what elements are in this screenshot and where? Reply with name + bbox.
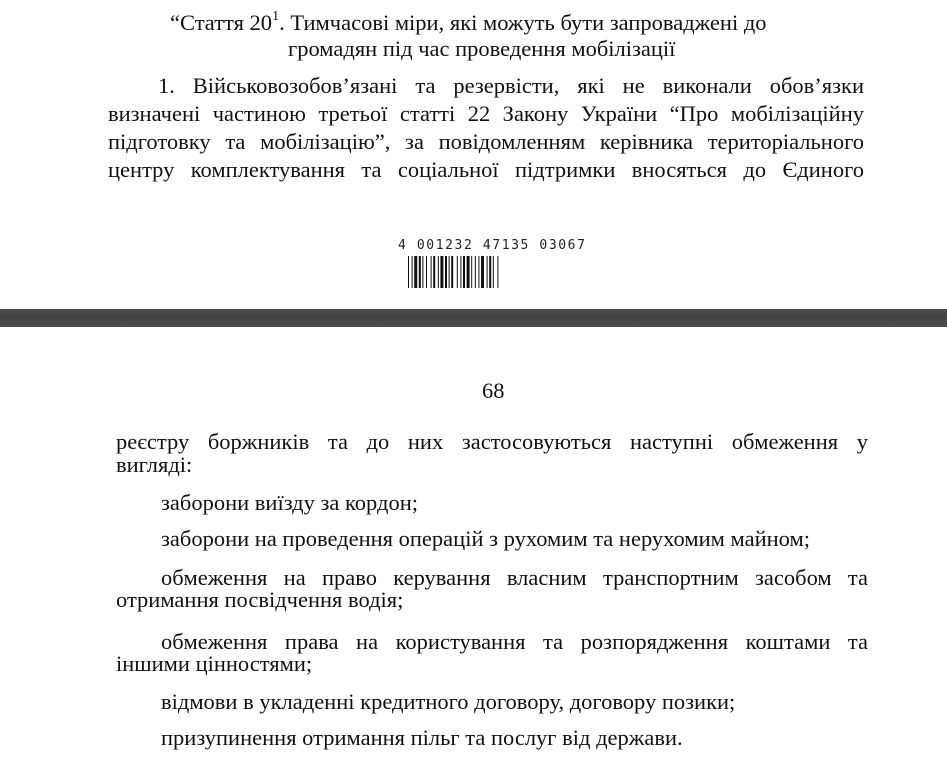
- barcode-number: 4 001232 47135 03067: [398, 238, 587, 253]
- paragraph-line: центру комплектування та соціальної підтримки вносяться до Єдиного: [108, 157, 864, 182]
- document-page-bottom: [0, 327, 947, 759]
- restriction-item-benefits: призупинення отримання пільг та послуг від держави.: [161, 725, 683, 750]
- article-heading-rest: . Тимчасові міри, які можуть бути запроваджені до: [279, 10, 767, 35]
- paragraph-line: підготовку та мобілізацію”, за повідомленням керівника територіального: [108, 129, 864, 154]
- page-number: 68: [482, 378, 505, 403]
- restriction-item-funds: обмеження права на користування та розпорядження коштами та: [161, 629, 868, 654]
- barcode: [408, 256, 580, 288]
- document-page-top: [0, 0, 947, 309]
- article-heading-open: “Стаття 20: [170, 10, 273, 35]
- intro-line: вигляді:: [116, 452, 193, 477]
- restriction-item-driving-cont: отримання посвідчення водія;: [116, 587, 404, 612]
- restriction-item-driving: обмеження на право керування власним транспортним засобом та: [161, 565, 868, 590]
- article-heading-line-2: громадян під час проведення мобілізації: [288, 36, 676, 61]
- article-heading-line-1: [170, 10, 767, 36]
- intro-line: реєстру боржників та до них застосовуються наступні обмеження у: [116, 429, 868, 454]
- page-separator: [0, 309, 947, 327]
- restriction-item-property: заборони на проведення операцій з рухомим та нерухомим майном;: [161, 526, 810, 551]
- restriction-item-travel: заборони виїзду за кордон;: [161, 490, 418, 515]
- restriction-item-funds-cont: іншими цінностями;: [116, 651, 313, 676]
- restriction-item-credit: відмови в укладенні кредитного договору, договору позики;: [161, 689, 736, 714]
- article-number-superscript: 1: [272, 8, 280, 24]
- paragraph-line: визначені частиною третьої статті 22 Закону України “Про мобілізаційну: [108, 101, 864, 126]
- paragraph-line: 1. Військовозобов’язані та резервісти, які не виконали обов’язки: [158, 73, 864, 98]
